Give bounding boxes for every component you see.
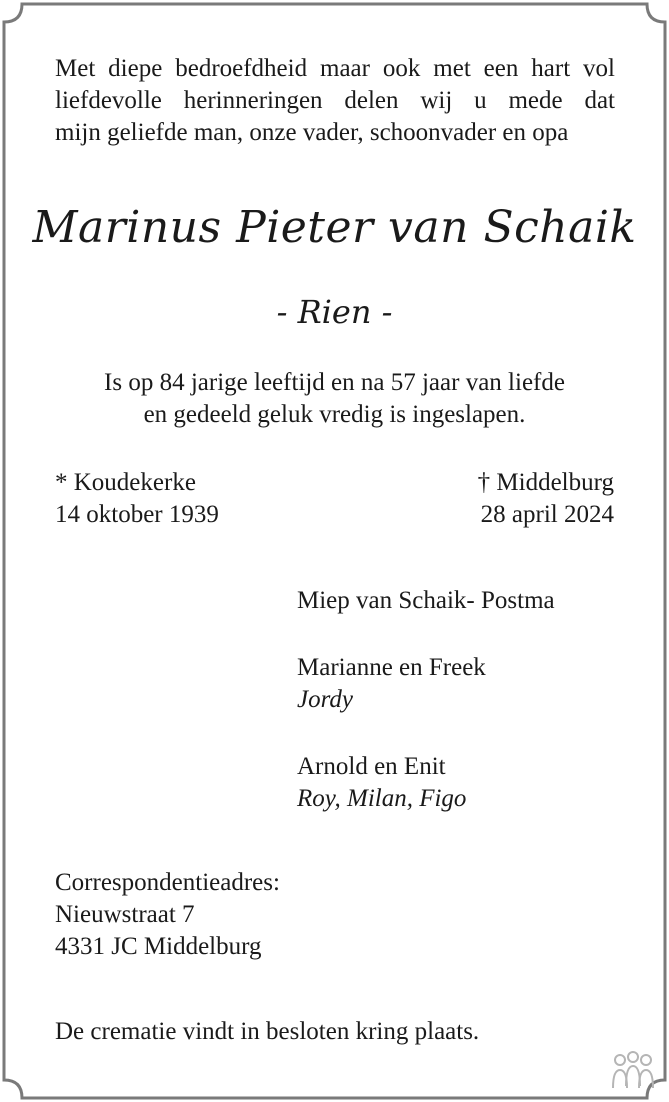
family-spouse-group xyxy=(297,585,555,617)
spouse-name: Miep van Schaik- Postma xyxy=(297,587,555,614)
correspondence-postal-city: 4331 JC Middelburg xyxy=(55,933,262,960)
correspondence-label: Correspondentieadres: xyxy=(55,869,280,896)
family-list xyxy=(297,585,555,850)
family-children: Roy, Milan, Figo xyxy=(297,785,467,812)
birth-info xyxy=(55,467,219,531)
people-logo-icon xyxy=(611,1050,655,1090)
family-parents: Arnold en Enit xyxy=(297,753,446,780)
intro-line: Met diepe bedroefdheid maar ook met een hart vol xyxy=(55,55,615,82)
correspondence-street: Nieuwstraat 7 xyxy=(55,901,195,928)
passing-line: en gedeeld geluk vredig is ingeslapen. xyxy=(143,401,526,428)
death-info xyxy=(478,467,614,531)
birth-place: * Koudekerke xyxy=(55,469,196,496)
correspondence-address xyxy=(55,867,280,963)
cremation-notice: De crematie vindt in besloten kring plaats. xyxy=(55,1018,480,1045)
intro-line: liefdevolle herinneringen delen wij u mede dat xyxy=(55,87,615,114)
death-date: 28 april 2024 xyxy=(480,501,614,528)
family-group xyxy=(297,751,555,815)
family-group xyxy=(297,652,555,716)
family-children: Jordy xyxy=(297,686,353,713)
deceased-nickname: - Rien - xyxy=(276,293,393,331)
intro-line: mijn geliefde man, onze vader, schoonvader en opa xyxy=(55,119,569,146)
birth-date: 14 oktober 1939 xyxy=(55,501,219,528)
death-place: † Middelburg xyxy=(477,469,614,496)
intro-text xyxy=(55,53,615,149)
passing-statement xyxy=(0,367,669,431)
family-parents: Marianne en Freek xyxy=(297,654,486,681)
deceased-name: Marinus Pieter van Schaik xyxy=(32,202,637,253)
passing-line: Is op 84 jarige leeftijd en na 57 jaar van liefde xyxy=(104,369,565,396)
